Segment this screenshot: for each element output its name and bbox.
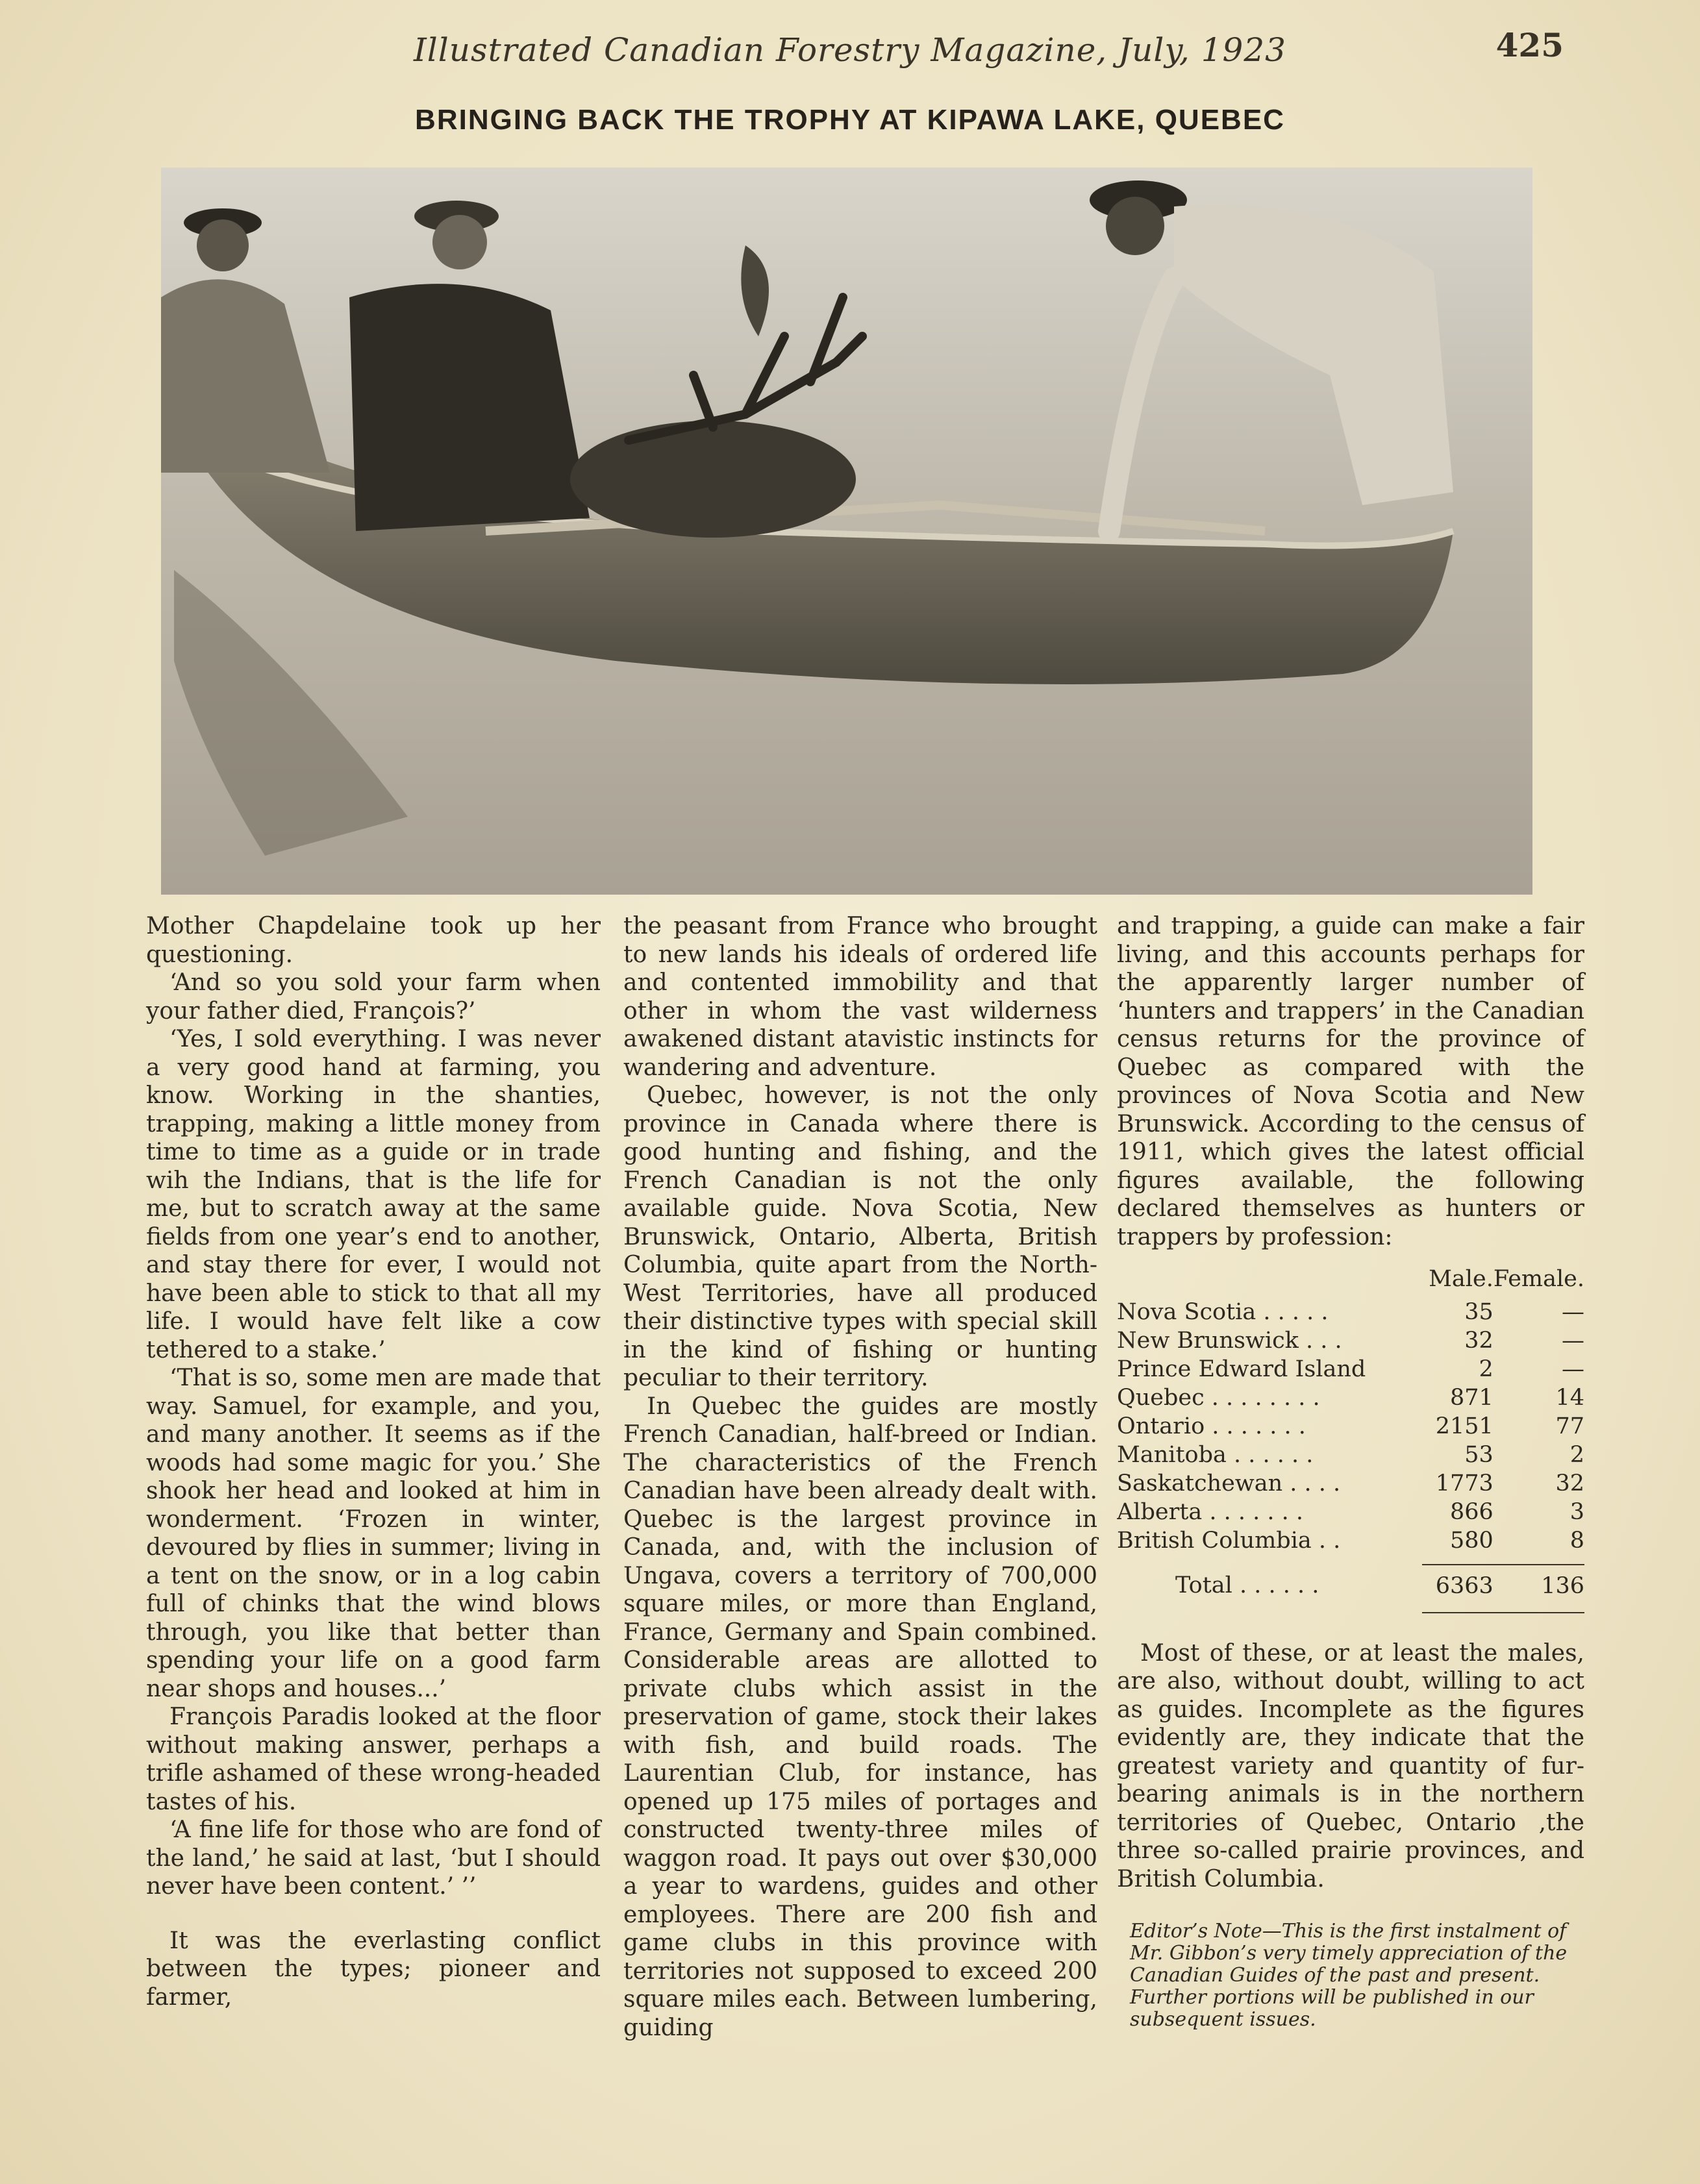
male-count: 35 — [1464, 1298, 1494, 1325]
male-count: 2151 — [1435, 1413, 1494, 1439]
female-count: 3 — [1569, 1498, 1584, 1525]
paragraph: In Quebec the guides are mostly French Canadian, half-breed or Indian. The characteristics of the French Canadian have been already dealt with. Quebec is the largest province in Canada, and, with the inclusion of Ungava, covers a territory of 700,000 square miles, or more than England, France, Germany and Spain combined. Considerable areas are allotted to private clubs which assist in the preservation of game, stock their lakes with fish, and build roads. The Laurentian Club, for instance, has opened up 175 miles of portages and constructed twenty-three miles of waggon road. It pays out over $30,000 a year to wardens, guides and other employees. There are 200 fish and game clubs in this province with territories not supposed to exceed 200 square miles each. Between lumbering, guiding — [623, 1393, 1097, 2041]
table-total-row — [1117, 1565, 1584, 1600]
paragraph: ‘Yes, I sold everything. I was never a very good hand at farming, you know. Working in the shanties, trapping, making a little money from time to time as a guide or in trade wih the Indians, that is the life for me, but to scratch away at the same fields from one year’s end to another, and stay there for ever, I would not have been able to stick to that all my life. I would have felt like a cow tethered to a stake.’ — [146, 1026, 601, 1363]
table-header-male: Male. — [1429, 1266, 1494, 1292]
female-count: 14 — [1555, 1384, 1584, 1411]
paragraph: ‘A fine life for those who are fond of the land,’ he said at last, ‘but I should never have been content.’ ’’ — [146, 1817, 601, 1900]
page-number: 425 — [1495, 26, 1564, 64]
table-row — [1117, 1441, 1584, 1469]
editor-note: Editor’s Note—This is the first instalment of Mr. Gibbon’s very timely appreciation of the Canadian Guides of the past and present. Further portions will be published in our subsequent issues. — [1130, 1920, 1568, 2031]
paragraph: the peasant from France who brought to new lands his ideals of ordered life and contented immobility and that other in whom the vast wilderness awakened distant atavistic instincts for wandering and adventure. — [623, 913, 1097, 1081]
male-count: 1773 — [1435, 1470, 1494, 1496]
province-name: Prince Edward Island — [1117, 1356, 1366, 1382]
table-row — [1117, 1526, 1584, 1555]
paragraph: ‘That is so, some men are made that way. Samuel, for example, and you, and many another. It seems as if the woods had some magic for you.’ She shook her head and looked at him in wonderment. ‘Frozen in winter, devoured by flies in summer; living in a tent on the snow, or in a log cabin full of chinks that the wind blows through, you like that better than spending your life on a good farm near shops and houses...’ — [146, 1365, 601, 1702]
province-name: Alberta . . . . . . . — [1117, 1498, 1304, 1525]
paragraph: François Paradis looked at the floor without making answer, perhaps a trifle ashamed of these wrong-headed tastes of his. — [146, 1704, 601, 1815]
province-name: Saskatchewan . . . . — [1117, 1470, 1341, 1496]
photo-canoe-illustration — [161, 168, 1532, 895]
province-name: Ontario . . . . . . . — [1117, 1413, 1306, 1439]
province-name: Manitoba . . . . . . — [1117, 1441, 1314, 1468]
census-table — [1117, 1265, 1584, 1613]
province-name: New Brunswick . . . — [1117, 1327, 1342, 1354]
paragraph: Quebec, however, is not the only province in Canada where there is good hunting and fishing, and the French Canadian is not the only available guide. Nova Scotia, New Brunswick, Ontario, Alberta, British Columbia, quite apart from the North-West Territories, have all produced their distinctive types with special skill in the kind of fishing or hunting peculiar to their territory. — [623, 1082, 1097, 1391]
photo-men-canoe-moose-icon — [161, 168, 1532, 895]
female-count: 32 — [1555, 1470, 1584, 1496]
table-row — [1117, 1298, 1584, 1326]
total-label: Total . . . . . . — [1175, 1572, 1319, 1598]
table-row — [1117, 1469, 1584, 1498]
rule-spacer — [1117, 1600, 1422, 1613]
table-row — [1117, 1498, 1584, 1526]
female-count: — — [1562, 1356, 1584, 1382]
province-name: Nova Scotia . . . . . — [1117, 1298, 1329, 1325]
female-count: — — [1562, 1327, 1584, 1354]
total-male: 6363 — [1435, 1572, 1494, 1599]
male-count: 2 — [1479, 1356, 1494, 1382]
rule-line — [1494, 1555, 1584, 1565]
female-count: 77 — [1555, 1413, 1584, 1439]
table-header-blank — [1117, 1265, 1422, 1298]
article-title: BRINGING BACK THE TROPHY AT KIPAWA LAKE, QUEBEC — [415, 104, 1285, 136]
male-count: 53 — [1464, 1441, 1494, 1468]
rule-line — [1422, 1555, 1494, 1565]
male-count: 32 — [1464, 1327, 1494, 1354]
paragraph: It was the everlasting conflict between the types; pioneer and farmer, — [146, 1927, 601, 2011]
female-count: 8 — [1569, 1527, 1584, 1554]
male-count: 580 — [1450, 1527, 1494, 1554]
rule-spacer — [1117, 1555, 1422, 1565]
table-row — [1117, 1326, 1584, 1355]
province-name: British Columbia . . — [1117, 1527, 1341, 1554]
table-header-row — [1117, 1265, 1584, 1298]
paragraph: and trapping, a guide can make a fair living, and this accounts perhaps for the apparently larger number of ‘hunters and trappers’ in the Canadian census returns for the province of Quebec as compared with the provinces of Nova Scotia and New Brunswick. According to the census of 1911, which gives the latest official figures available, the following declared themselves as hunters or trappers by profession: — [1117, 913, 1584, 1250]
total-female: 136 — [1541, 1572, 1584, 1599]
table-row — [1117, 1384, 1584, 1412]
text-column-1 — [146, 912, 601, 2011]
table-row — [1117, 1412, 1584, 1441]
table-rule — [1117, 1555, 1584, 1565]
text-column-2 — [623, 912, 1097, 2042]
text-column-3 — [1117, 912, 1584, 2031]
running-head: Illustrated Canadian Forestry Magazine, July, 1923 — [414, 31, 1286, 69]
female-count: 2 — [1569, 1441, 1584, 1468]
paragraph: Most of these, or at least the males, are also, without doubt, willing to act as guides. Incomplete as the figures evidently are, they indicate that the greatest variety and quantity of fur-bearing animals is in the northern territories of Quebec, Ontario ,the three so-called prairie provinces, and British Columbia. — [1117, 1639, 1584, 1892]
male-count: 871 — [1450, 1384, 1494, 1411]
male-count: 866 — [1450, 1498, 1494, 1525]
province-name: Quebec . . . . . . . . — [1117, 1384, 1320, 1411]
rule-line — [1494, 1600, 1584, 1613]
table-row — [1117, 1355, 1584, 1384]
table-header-female: Female. — [1493, 1266, 1584, 1292]
rule-line — [1422, 1600, 1494, 1613]
paragraph: ‘And so you sold your farm when your father died, François?’ — [146, 969, 601, 1024]
table-rule — [1117, 1600, 1584, 1613]
female-count: — — [1562, 1298, 1584, 1325]
paragraph: Mother Chapdelaine took up her questioning. — [146, 913, 601, 968]
